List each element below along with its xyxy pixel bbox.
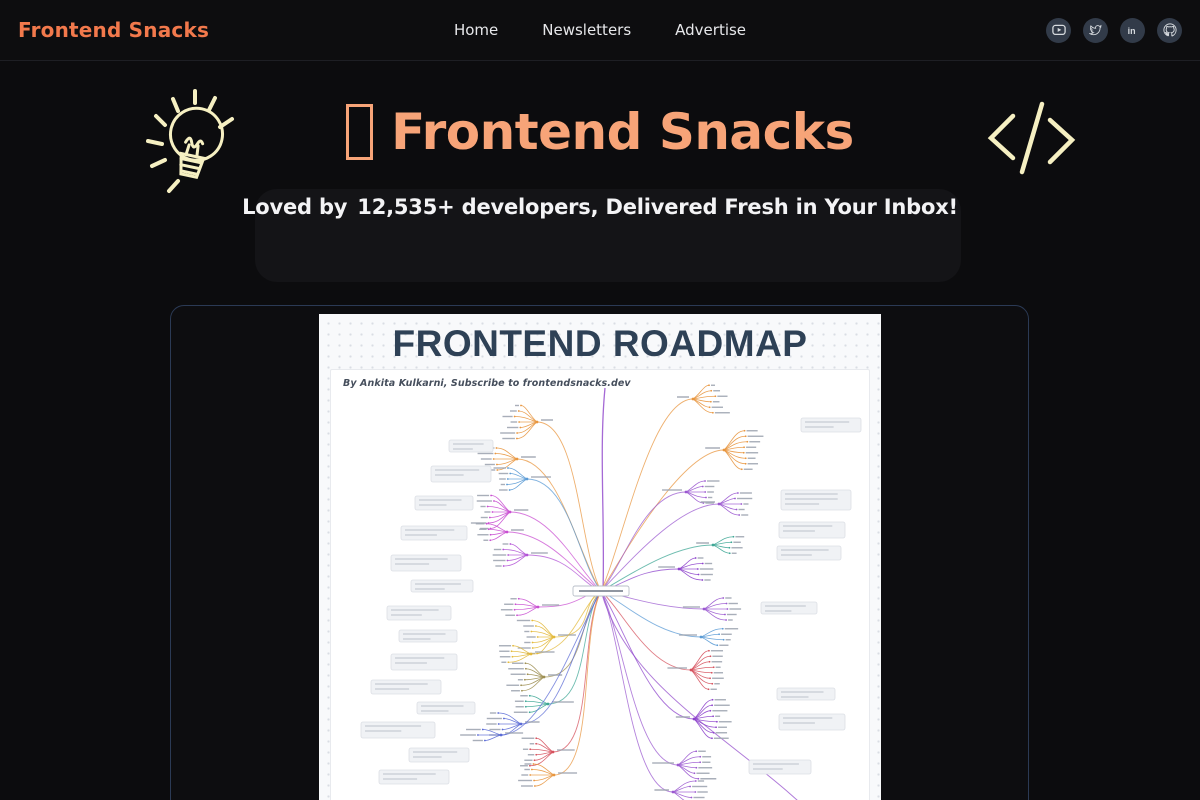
nav-links: [0, 21, 1200, 39]
youtube-icon: [1052, 23, 1066, 37]
github-icon: [1163, 23, 1177, 37]
twitter-button[interactable]: [1083, 18, 1108, 43]
linkedin-icon: [1126, 24, 1139, 37]
brand-logo[interactable]: Frontend Snacks: [18, 18, 210, 42]
youtube-button[interactable]: [1046, 18, 1071, 43]
twitter-icon: [1089, 24, 1102, 37]
subscriber-count: 12,535+: [357, 195, 455, 219]
linkedin-button[interactable]: [1120, 18, 1145, 43]
roadmap-image-title: FRONTEND ROADMAP: [392, 323, 808, 364]
hero-title-text: Frontend Snacks: [391, 103, 854, 161]
subtitle-prefix: Loved by: [242, 195, 348, 219]
nav-link-advertise[interactable]: Advertise: [675, 21, 747, 39]
social-links: [1046, 18, 1182, 43]
roadmap-card: [170, 305, 1029, 800]
code-brackets-doodle-icon: [982, 100, 1082, 178]
navbar: [0, 0, 1200, 61]
nav-link-newsletters[interactable]: Newsletters: [542, 21, 632, 39]
roadmap-mindmap-graphic: [331, 370, 871, 800]
missing-emoji-box: [346, 104, 373, 160]
svg-text:in: in: [1127, 25, 1136, 36]
roadmap-image[interactable]: [319, 314, 881, 800]
github-button[interactable]: [1157, 18, 1182, 43]
nav-link-home[interactable]: Home: [453, 21, 499, 39]
subtitle-suffix: developers, Delivered Fresh in Your Inbox!: [461, 195, 958, 219]
roadmap-byline: By Ankita Kulkarni, Subscribe to frontendsnacks.dev: [343, 378, 631, 389]
roadmap-mindmap-panel: [330, 369, 870, 800]
hero-subtitle: [0, 195, 1200, 219]
